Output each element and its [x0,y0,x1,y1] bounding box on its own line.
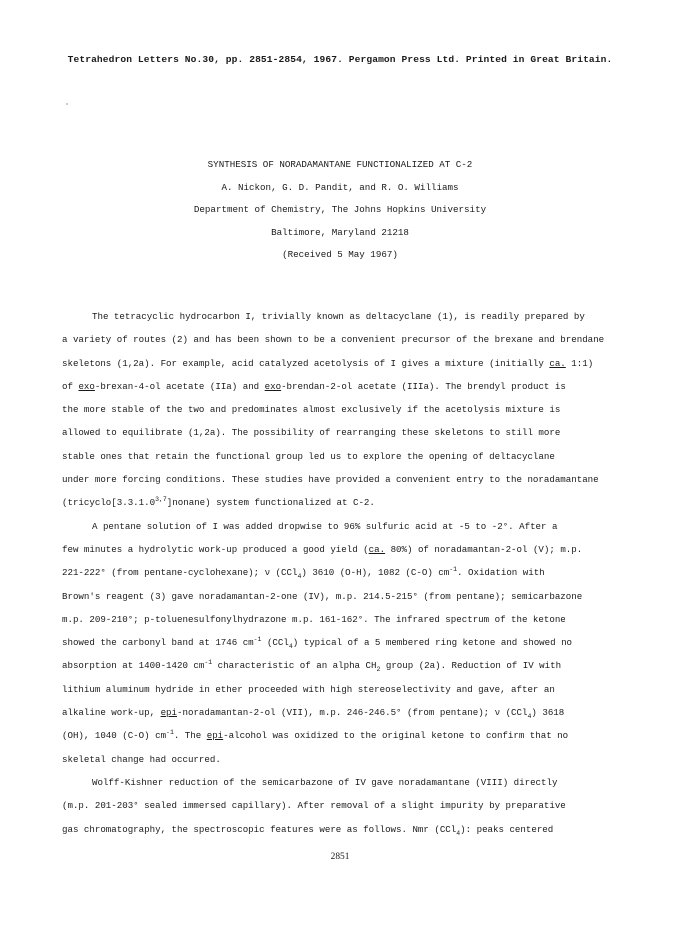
received-date: (Received 5 May 1967) [282,249,398,260]
text-line: gas chromatography, the spectroscopic features were as follows. Nmr (CCl$_4$): peaks centered [62,823,554,837]
text-line: (OH), 1040 (C-O) $cm^{-1}$. The epi-alcohol was oxidized to the original ketone to confirm that no [62,729,569,742]
text-line: showed the carbonyl band at 1746 $cm^{-1}$ (CCl$_4$) typical of a 5 membered ring ketone and showed no [62,636,573,650]
title-block [0,159,680,272]
text-line: under more forcing conditions. These studies have provided a convenient entry to the noradamantane [62,474,599,486]
text-line: Brown's reagent (3) gave noradamantan-2-one (IV), m.p. 214.5-215° (from pentane); semicarbazone [62,590,583,602]
text-line: absorption at 1400-1420 $cm^{-1}$ characteristic of an alpha $CH_2$ group (2a). Reduction of IV with [62,659,562,674]
text-line: of exo-brexan-4-ol acetate (IIa) and exo-brendan-2-ol acetate (IIIa). The brendyl product is [62,380,566,392]
page-number: 2851 [330,852,350,862]
scan-speck [66,103,68,105]
article-title: SYNTHESIS OF NORADAMANTANE FUNCTIONALIZED AT C-2 [207,159,473,170]
text-line: skeletons (1,2a). For example, acid catalyzed acetolysis of I gives a mixture (initially ca. 1:1) [62,357,594,369]
affiliation: Department of Chemistry, The Johns Hopkins University [193,204,487,215]
text-line: (m.p. 201-203° sealed immersed capillary). After removal of a slight impurity by preparative [62,800,566,812]
text-line: the more stable of the two and predominates almost exclusively if the acetolysis mixture is [62,404,561,416]
address: Baltimore, Maryland 21218 [271,226,409,238]
text-line: Wolff-Kishner reduction of the semicarbazone of IV gave noradamantane (VIII) directly [92,776,558,788]
text-line: alkaline work-up, epi-noradamantan-2-ol (VII), m.p. 246-246.5° (from pentane); ν (CCl$_4$) 3618 [62,707,565,720]
text-line: a variety of routes (2) and has been shown to be a convenient precursor of the brexane and brendane [62,334,605,346]
text-line: A pentane solution of I was added dropwise to 96% sulfuric acid at -5 to -2°. After a [92,520,558,532]
text-line: stable ones that retain the functional group led us to explore the opening of deltacyclane [62,450,555,462]
text-line: m.p. 209-210°; p-toluenesulfonylhydrazone m.p. 161-162°. The infrared spectrum of the ketone [62,613,566,625]
text-line: skeletal change had occurred. [62,753,221,765]
text-line: allowed to equilibrate (1,2a). The possibility of rearranging these skeletons to still more [62,427,561,439]
text-line: The tetracyclic hydrocarbon I, trivially known as deltacyclane (1), is readily prepared by [92,311,585,322]
text-line: lithium aluminum hydride in ether proceeded with high stereoselectivity and gave, after an [62,683,555,695]
text-line: few minutes a hydrolytic work-up produced a good yield (ca. 80%) of noradamantan-2-ol (V); m.p. [62,543,583,555]
running-header: Tetrahedron Letters No.30, pp. 2851-2854, 1967. Pergamon Press Ltd. Printed in Great Britain. [67,54,613,65]
article-body [62,305,622,841]
text-line: (tricyclo[3.3.1.0$^{3,7}$]nonane) system functionalized at C-2. [62,496,375,509]
text-line: 221-222° (from pentane-cyclohexane); ν (CCl$_4$) 3610 (O-H), 1082 (C-O) $cm^{-1}$. Oxidation with [62,566,545,581]
authors: A. Nickon, G. D. Pandit, and R. O. Williams [221,181,459,193]
